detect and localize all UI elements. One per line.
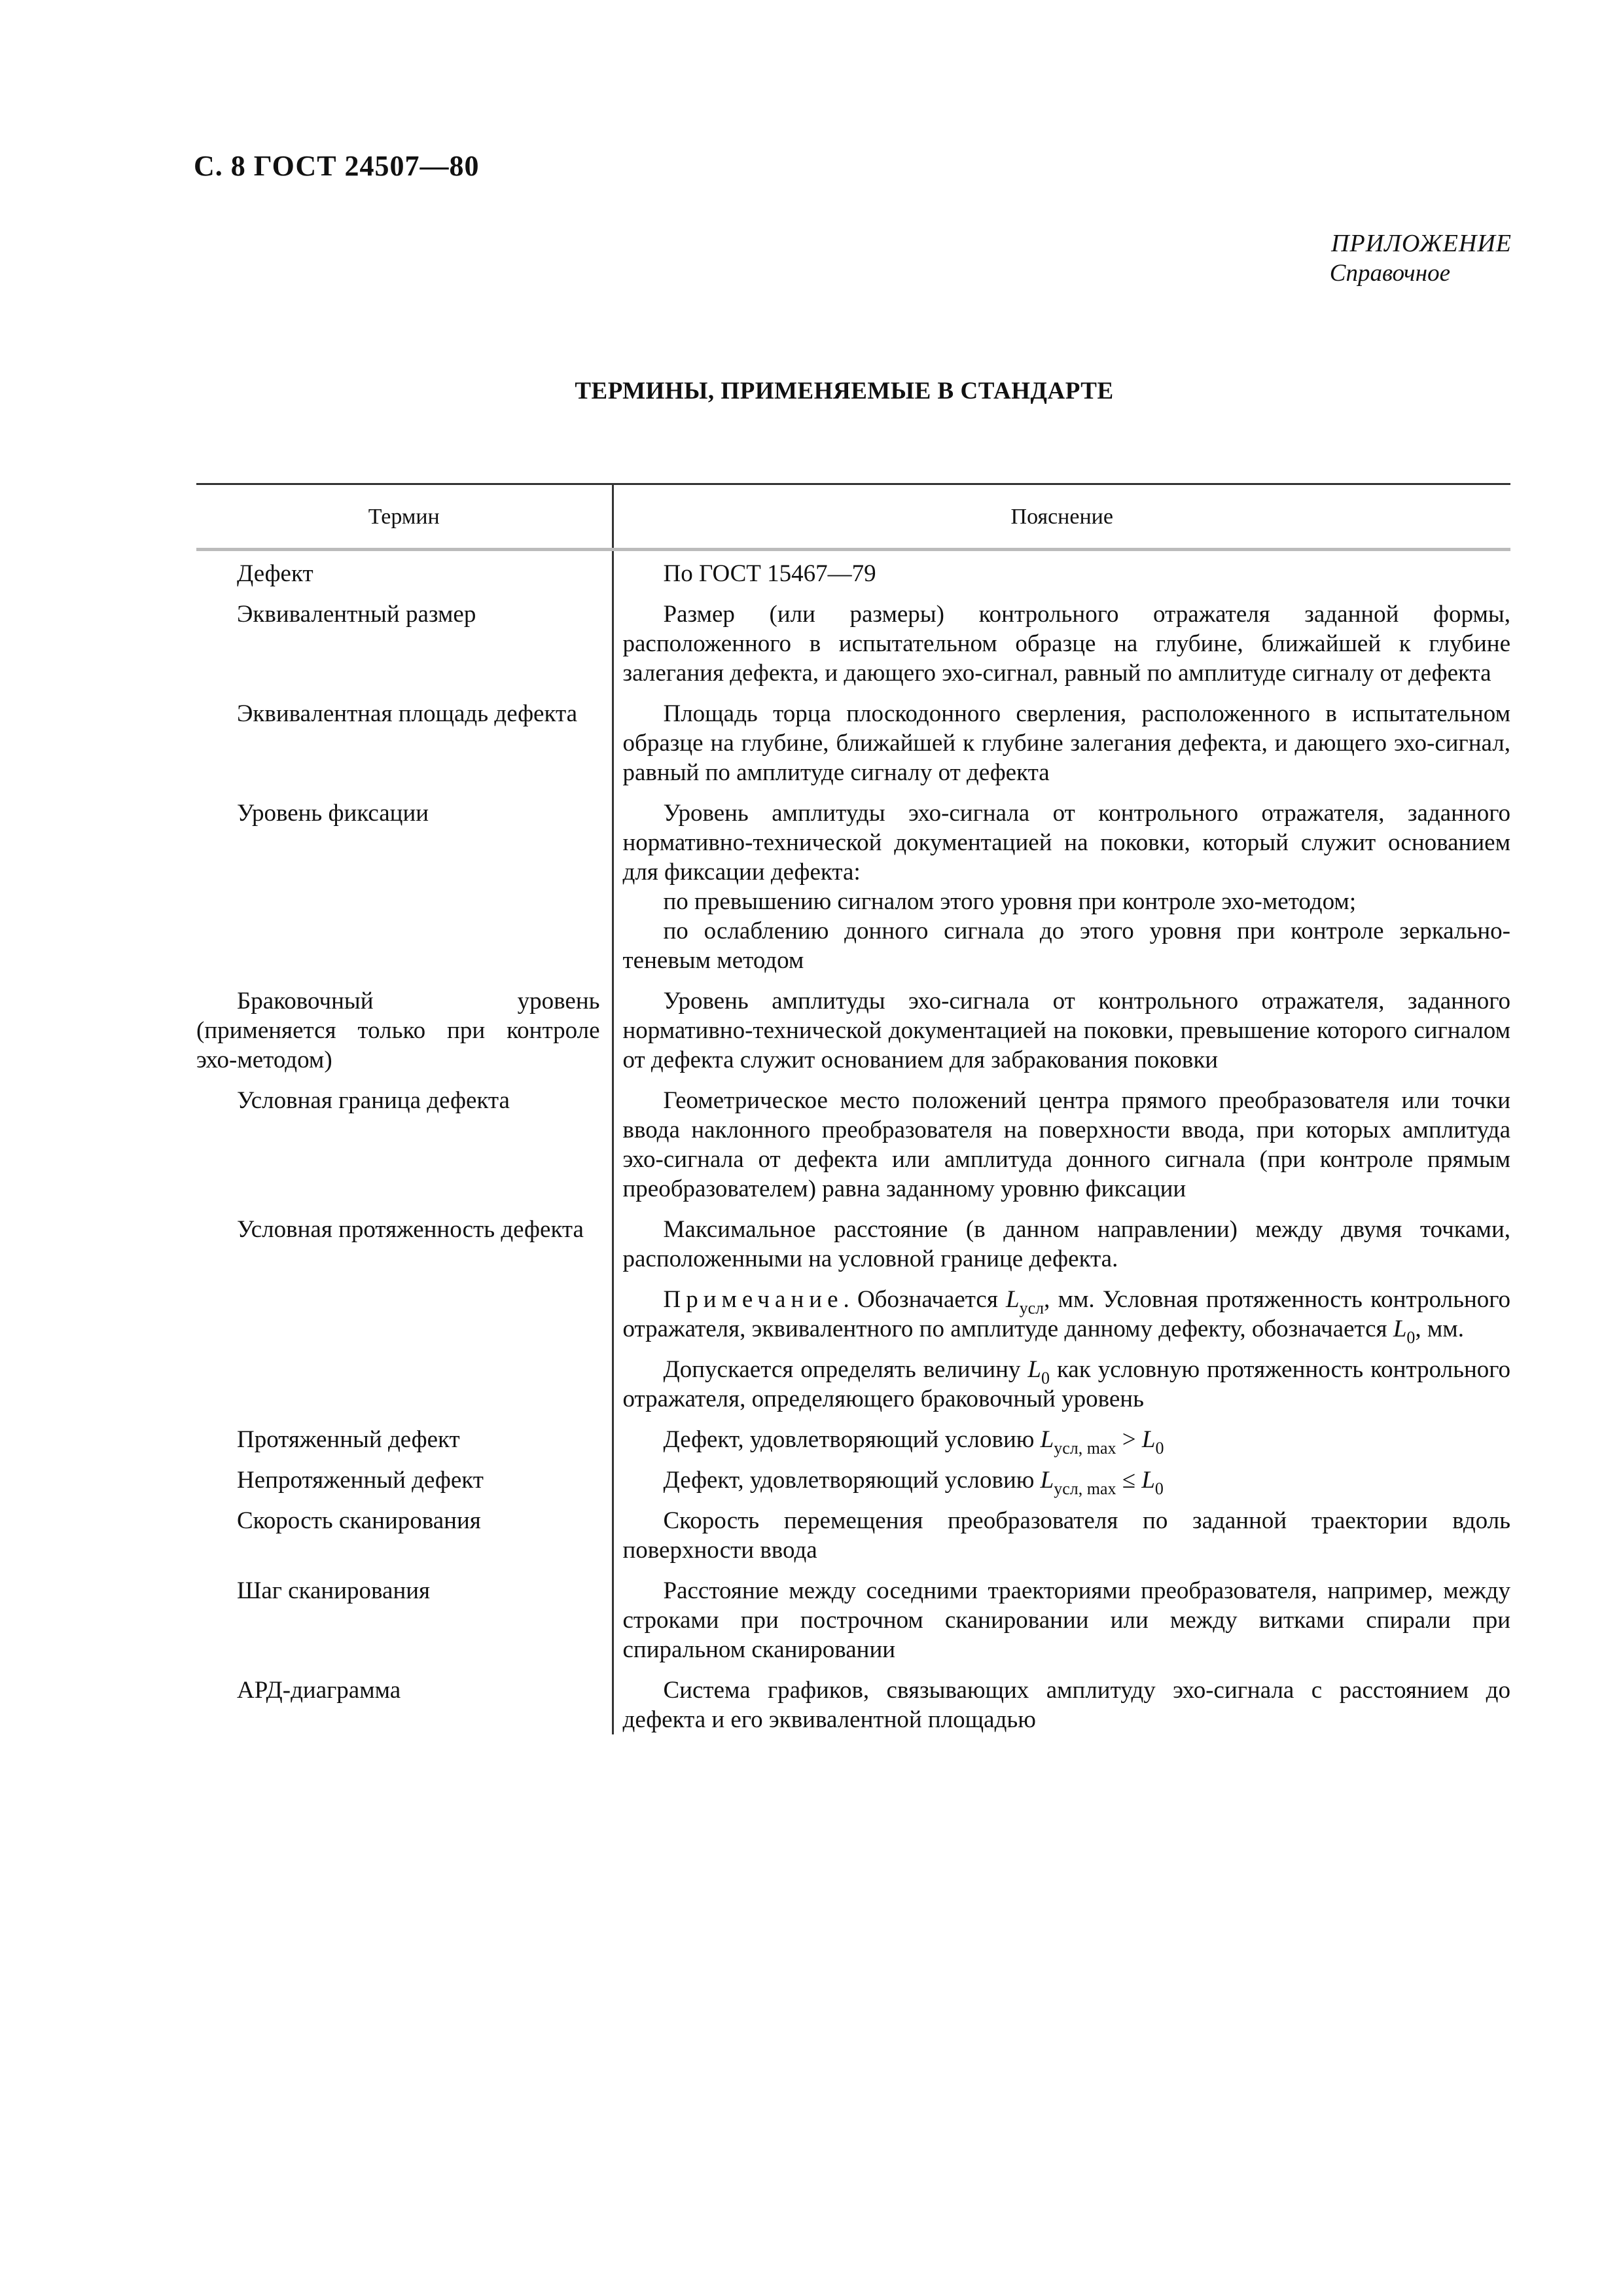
table-row	[196, 798, 1510, 975]
table-row	[196, 1465, 1510, 1495]
appendix-title: ПРИЛОЖЕНИЕ	[1331, 230, 1512, 257]
explanation-cell: Максимальное расстояние (в данном направлении) между двумя точками, расположенными на условной границе дефекта.	[622, 1216, 1510, 1272]
table-row	[196, 1676, 1510, 1734]
subscript: усл, max	[1054, 1479, 1116, 1498]
header-explanation: Пояснение	[613, 484, 1510, 550]
explanation-cell: Уровень амплитуды эхо-сигнала от контрольного отражателя, заданного нормативно-технической документацией на поковки, превышение которого сигналом от дефекта служит основанием для забракования поковки	[622, 988, 1510, 1073]
allowance-paragraph: Допускается определять величину $L_0$ как условную протяженность контрольного отражателя, определяющего браковочный уровень	[622, 1356, 1510, 1412]
document-title: ТЕРМИНЫ, ПРИМЕНЯЕМЫЕ В СТАНДАРТЕ	[575, 378, 1114, 404]
table-row	[196, 559, 1510, 588]
running-head: С. 8 ГОСТ 24507—80	[194, 150, 480, 182]
subscript: усл, max	[1054, 1439, 1116, 1458]
variable-symbol: L	[1141, 1426, 1156, 1453]
explanation-cell: Скорость перемещения преобразователя по заданной траектории вдоль поверхности ввода	[622, 1507, 1510, 1564]
explanation-item: по превышению сигналом этого уровня при контроле эхо-методом;	[663, 888, 1357, 915]
term-cell: Условная граница дефекта	[237, 1087, 510, 1114]
subscript: 0	[1155, 1439, 1164, 1458]
subscript: 0	[1041, 1369, 1050, 1388]
table-row	[196, 1425, 1510, 1454]
term-cell: Скорость сканирования	[237, 1507, 481, 1534]
explanation-item: по ослаблению донного сигнала до этого уровня при контроле зеркально-теневым методом	[622, 918, 1510, 974]
appendix-note: Справочное	[1329, 260, 1450, 287]
note-label: Примечание	[663, 1286, 844, 1313]
appendix-label	[1330, 229, 1512, 287]
term-cell: Уровень фиксации	[237, 800, 429, 827]
subscript: 0	[1154, 1479, 1164, 1498]
table-row	[196, 1086, 1510, 1204]
explanation-cell: Дефект, удовлетворяющий условию $L_{усл, max} > L_0$	[663, 1426, 1164, 1458]
term-cell: АРД-диаграмма	[237, 1677, 401, 1704]
subscript: усл	[1019, 1299, 1044, 1318]
explanation-cell: Система графиков, связывающих амплитуду эхо-сигнала с расстоянием до дефекта и его эквивалентной площадью	[622, 1677, 1510, 1733]
terms-table	[196, 483, 1510, 1734]
variable-symbol: L	[1141, 1467, 1155, 1494]
subscript: 0	[1406, 1328, 1416, 1347]
table-row	[196, 1506, 1510, 1565]
term-cell: Эквивалентный размер	[237, 601, 476, 628]
explanation-cell: Площадь торца плоскодонного сверления, расположенного в испытательном образце на глубине, ближайшей к глубине залегания дефекта, и дающего эхо-сигнал, равный по амплитуде сигналу от дефекта	[622, 700, 1510, 786]
term-cell: Шаг сканирования	[237, 1577, 431, 1604]
note-paragraph: Примечание. Обозначается $L_{усл}$, мм. Условная протяженность контрольного отражателя, эквивалентного по амплитуде данному дефекту, обозначается $L_0$, мм.	[622, 1286, 1510, 1347]
variable-symbol: L	[1040, 1426, 1054, 1453]
variable-symbol: L	[1027, 1356, 1041, 1383]
table-header-row	[196, 484, 1510, 550]
table-row	[196, 986, 1510, 1075]
explanation-cell: Расстояние между соседними траекториями преобразователя, например, между строками при построчном сканировании или между витками спирали при спиральном сканировании	[622, 1577, 1510, 1663]
table-row	[196, 699, 1510, 787]
term-cell: Протяженный дефект	[237, 1426, 460, 1453]
table-row	[196, 1215, 1510, 1414]
table-row	[196, 600, 1510, 688]
variable-symbol: L	[1006, 1286, 1020, 1313]
term-cell: Браковочный уровень (применяется только при контроле эхо-методом)	[196, 988, 600, 1073]
term-cell: Условная протяженность дефекта	[237, 1216, 584, 1243]
variable-symbol: L	[1393, 1316, 1407, 1342]
explanation-cell: Геометрическое место положений центра прямого преобразователя или точки ввода наклонного преобразователя на поверхности ввода, при которых амплитуда эхо-сигнала от дефекта или амплитуда донного сигнала (при контроле прямым преобразователем) равна заданному уровню фиксации	[622, 1087, 1510, 1202]
explanation-cell: Размер (или размеры) контрольного отражателя заданной формы, расположенного в испытательном образце на глубине, ближайшей к глубине залегания дефекта, и дающего эхо-сигнал, равный по амплитуде сигналу от дефекта	[622, 601, 1510, 687]
variable-symbol: L	[1040, 1467, 1054, 1494]
explanation-cell: По ГОСТ 15467—79	[663, 560, 876, 587]
explanation-cell: Дефект, удовлетворяющий условию $L_{усл, max} \le L_0$	[663, 1467, 1164, 1498]
table-row	[196, 1576, 1510, 1664]
term-cell: Дефект	[237, 560, 313, 587]
header-term: Термин	[196, 484, 613, 550]
explanation-cell: Уровень амплитуды эхо-сигнала от контрольного отражателя, заданного нормативно-технической документацией на поковки, который служит основанием для фиксации дефекта:	[622, 800, 1510, 886]
term-cell: Непротяженный дефект	[237, 1467, 484, 1494]
term-cell: Эквивалентная площадь дефекта	[237, 700, 578, 727]
